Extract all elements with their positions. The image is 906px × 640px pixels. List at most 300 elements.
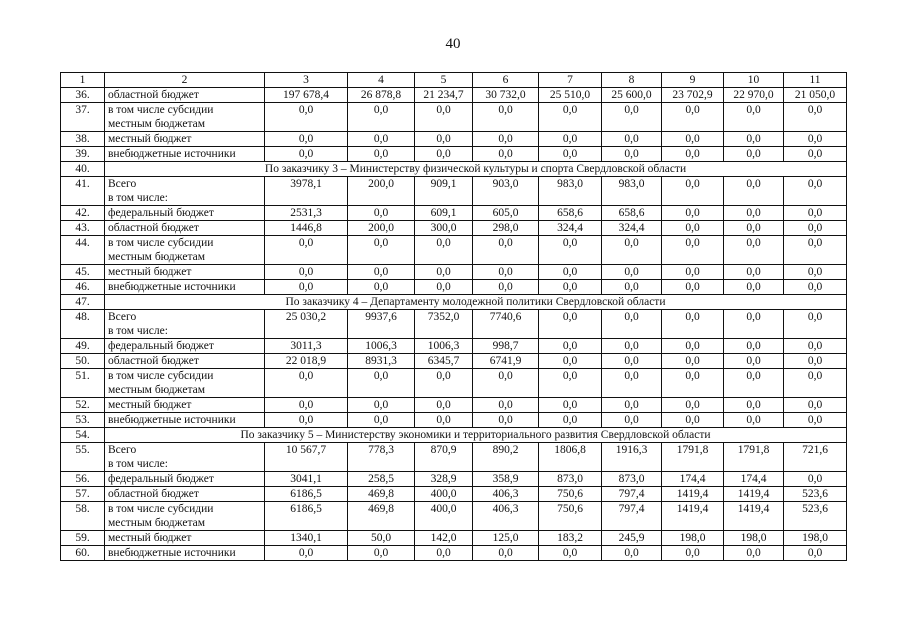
value-cell: 300,0 — [415, 221, 473, 236]
row-label: федеральный бюджет — [108, 473, 214, 485]
row-label: внебюджетные источники — [108, 148, 236, 160]
value-cell: 0,0 — [662, 413, 724, 428]
value-cell: 0,0 — [348, 546, 415, 561]
value-cell: 0,0 — [415, 369, 473, 398]
value-cell: 0,0 — [265, 398, 348, 413]
row-number: 43. — [61, 221, 105, 236]
row-label: областной бюджет — [108, 488, 199, 500]
value-cell: 25 510,0 — [539, 88, 602, 103]
column-header: 2 — [105, 73, 265, 88]
value-cell: 1791,8 — [662, 443, 724, 472]
value-cell: 1419,4 — [724, 502, 784, 531]
value-cell: 0,0 — [348, 103, 415, 132]
value-cell: 0,0 — [539, 354, 602, 369]
row-number: 46. — [61, 280, 105, 295]
value-cell: 7740,6 — [473, 310, 539, 339]
value-cell: 0,0 — [784, 132, 847, 147]
value-cell: 0,0 — [348, 236, 415, 265]
value-cell: 0,0 — [784, 265, 847, 280]
row-label-cell — [105, 339, 265, 354]
value-cell: 0,0 — [724, 132, 784, 147]
row-label-continued: в том числе: — [108, 192, 168, 204]
value-cell: 198,0 — [724, 531, 784, 546]
table-row — [61, 369, 847, 398]
row-label-continued: местным бюджетам — [108, 384, 205, 396]
value-cell: 0,0 — [724, 369, 784, 398]
row-number: 38. — [61, 132, 105, 147]
section-title: По заказчику 4 – Департаменту молодежной политики Свердловской области — [105, 295, 847, 310]
value-cell: 658,6 — [539, 206, 602, 221]
table-row — [61, 546, 847, 561]
value-cell: 0,0 — [265, 132, 348, 147]
value-cell: 0,0 — [602, 236, 662, 265]
value-cell: 258,5 — [348, 472, 415, 487]
row-number: 56. — [61, 472, 105, 487]
value-cell: 0,0 — [662, 147, 724, 162]
value-cell: 142,0 — [415, 531, 473, 546]
row-label-cell — [105, 265, 265, 280]
value-cell: 0,0 — [662, 339, 724, 354]
value-cell: 1446,8 — [265, 221, 348, 236]
value-cell: 1006,3 — [415, 339, 473, 354]
row-label-continued: местным бюджетам — [108, 251, 205, 263]
value-cell: 0,0 — [602, 546, 662, 561]
row-label-cell — [105, 354, 265, 369]
row-label: областной бюджет — [108, 89, 199, 101]
value-cell: 0,0 — [784, 398, 847, 413]
value-cell: 183,2 — [539, 531, 602, 546]
column-header: 10 — [724, 73, 784, 88]
value-cell: 406,3 — [473, 502, 539, 531]
value-cell: 750,6 — [539, 502, 602, 531]
value-cell: 0,0 — [348, 413, 415, 428]
value-cell: 0,0 — [662, 398, 724, 413]
row-label-continued: в том числе: — [108, 325, 168, 337]
value-cell: 324,4 — [602, 221, 662, 236]
value-cell: 0,0 — [784, 472, 847, 487]
table-row — [61, 339, 847, 354]
value-cell: 0,0 — [265, 236, 348, 265]
value-cell: 873,0 — [602, 472, 662, 487]
value-cell: 523,6 — [784, 502, 847, 531]
row-label-cell — [105, 531, 265, 546]
value-cell: 0,0 — [602, 280, 662, 295]
value-cell: 0,0 — [724, 236, 784, 265]
value-cell: 983,0 — [602, 177, 662, 206]
value-cell: 0,0 — [602, 413, 662, 428]
row-number: 40. — [61, 162, 105, 177]
row-number: 41. — [61, 177, 105, 206]
value-cell: 6186,5 — [265, 502, 348, 531]
value-cell: 0,0 — [602, 310, 662, 339]
value-cell: 1806,8 — [539, 443, 602, 472]
value-cell: 469,8 — [348, 487, 415, 502]
value-cell: 0,0 — [415, 398, 473, 413]
value-cell: 174,4 — [724, 472, 784, 487]
column-header: 8 — [602, 73, 662, 88]
row-label: федеральный бюджет — [108, 207, 214, 219]
row-label-continued: местным бюджетам — [108, 118, 205, 130]
row-number: 59. — [61, 531, 105, 546]
column-header: 7 — [539, 73, 602, 88]
value-cell: 0,0 — [784, 339, 847, 354]
column-header: 4 — [348, 73, 415, 88]
value-cell: 0,0 — [415, 132, 473, 147]
section-row — [61, 428, 847, 443]
value-cell: 0,0 — [662, 177, 724, 206]
value-cell: 0,0 — [602, 339, 662, 354]
value-cell: 174,4 — [662, 472, 724, 487]
value-cell: 0,0 — [784, 221, 847, 236]
row-label-continued: в том числе: — [108, 458, 168, 470]
value-cell: 3011,3 — [265, 339, 348, 354]
table-row — [61, 531, 847, 546]
value-cell: 0,0 — [784, 206, 847, 221]
table-row — [61, 221, 847, 236]
value-cell: 0,0 — [473, 132, 539, 147]
value-cell: 0,0 — [539, 413, 602, 428]
value-cell: 0,0 — [662, 280, 724, 295]
value-cell: 0,0 — [539, 236, 602, 265]
value-cell: 0,0 — [348, 132, 415, 147]
value-cell: 0,0 — [348, 147, 415, 162]
value-cell: 870,9 — [415, 443, 473, 472]
value-cell: 1006,3 — [348, 339, 415, 354]
row-number: 54. — [61, 428, 105, 443]
value-cell: 0,0 — [784, 413, 847, 428]
header-row — [61, 73, 847, 88]
value-cell: 0,0 — [662, 354, 724, 369]
value-cell: 0,0 — [473, 265, 539, 280]
row-number: 42. — [61, 206, 105, 221]
table-row — [61, 443, 847, 472]
value-cell: 0,0 — [724, 413, 784, 428]
row-label-cell — [105, 236, 265, 265]
row-label-cell — [105, 280, 265, 295]
row-label-cell — [105, 177, 265, 206]
value-cell: 324,4 — [539, 221, 602, 236]
value-cell: 21 050,0 — [784, 88, 847, 103]
section-row — [61, 295, 847, 310]
row-label-cell — [105, 546, 265, 561]
column-header: 11 — [784, 73, 847, 88]
row-label: Всего — [108, 311, 137, 323]
value-cell: 22 018,9 — [265, 354, 348, 369]
row-label: областной бюджет — [108, 355, 199, 367]
value-cell: 0,0 — [265, 369, 348, 398]
table-body — [61, 88, 847, 561]
value-cell: 0,0 — [784, 280, 847, 295]
row-number: 51. — [61, 369, 105, 398]
value-cell: 1419,4 — [724, 487, 784, 502]
value-cell: 0,0 — [473, 236, 539, 265]
value-cell: 0,0 — [602, 398, 662, 413]
value-cell: 0,0 — [784, 147, 847, 162]
value-cell: 245,9 — [602, 531, 662, 546]
value-cell: 0,0 — [602, 369, 662, 398]
value-cell: 0,0 — [662, 310, 724, 339]
value-cell: 406,3 — [473, 487, 539, 502]
value-cell: 0,0 — [662, 221, 724, 236]
value-cell: 0,0 — [724, 177, 784, 206]
value-cell: 0,0 — [784, 369, 847, 398]
value-cell: 30 732,0 — [473, 88, 539, 103]
section-title: По заказчику 5 – Министерству экономики и территориального развития Свердловской области — [105, 428, 847, 443]
value-cell: 0,0 — [473, 398, 539, 413]
value-cell: 890,2 — [473, 443, 539, 472]
row-label-cell — [105, 206, 265, 221]
row-label-cell — [105, 88, 265, 103]
value-cell: 0,0 — [473, 369, 539, 398]
value-cell: 0,0 — [724, 147, 784, 162]
table-row — [61, 472, 847, 487]
row-number: 50. — [61, 354, 105, 369]
value-cell: 0,0 — [415, 103, 473, 132]
table-row — [61, 280, 847, 295]
value-cell: 0,0 — [539, 398, 602, 413]
row-label: в том числе субсидии — [108, 237, 214, 249]
value-cell: 0,0 — [784, 354, 847, 369]
value-cell: 0,0 — [724, 398, 784, 413]
value-cell: 0,0 — [265, 413, 348, 428]
value-cell: 0,0 — [539, 369, 602, 398]
value-cell: 0,0 — [539, 265, 602, 280]
value-cell: 1419,4 — [662, 487, 724, 502]
value-cell: 298,0 — [473, 221, 539, 236]
value-cell: 9937,6 — [348, 310, 415, 339]
budget-table — [60, 72, 847, 561]
value-cell: 0,0 — [415, 147, 473, 162]
value-cell: 0,0 — [662, 546, 724, 561]
row-label-cell — [105, 398, 265, 413]
value-cell: 873,0 — [539, 472, 602, 487]
value-cell: 0,0 — [539, 132, 602, 147]
value-cell: 0,0 — [662, 265, 724, 280]
table-row — [61, 177, 847, 206]
value-cell: 0,0 — [724, 265, 784, 280]
value-cell: 0,0 — [724, 103, 784, 132]
value-cell: 6345,7 — [415, 354, 473, 369]
value-cell: 0,0 — [724, 206, 784, 221]
value-cell: 0,0 — [348, 398, 415, 413]
value-cell: 358,9 — [473, 472, 539, 487]
table-row — [61, 206, 847, 221]
row-label: Всего — [108, 178, 137, 190]
row-number: 44. — [61, 236, 105, 265]
value-cell: 0,0 — [539, 546, 602, 561]
row-number: 55. — [61, 443, 105, 472]
value-cell: 0,0 — [265, 546, 348, 561]
row-label-cell — [105, 502, 265, 531]
value-cell: 0,0 — [784, 546, 847, 561]
value-cell: 1916,3 — [602, 443, 662, 472]
row-label-cell — [105, 147, 265, 162]
value-cell: 0,0 — [473, 103, 539, 132]
row-number: 37. — [61, 103, 105, 132]
row-label-cell — [105, 221, 265, 236]
value-cell: 778,3 — [348, 443, 415, 472]
row-label-cell — [105, 132, 265, 147]
value-cell: 0,0 — [348, 280, 415, 295]
value-cell: 6741,9 — [473, 354, 539, 369]
value-cell: 0,0 — [348, 206, 415, 221]
value-cell: 8931,3 — [348, 354, 415, 369]
value-cell: 0,0 — [265, 103, 348, 132]
value-cell: 0,0 — [602, 354, 662, 369]
value-cell: 797,4 — [602, 487, 662, 502]
section-title: По заказчику 3 – Министерству физической культуры и спорта Свердловской области — [105, 162, 847, 177]
row-number: 60. — [61, 546, 105, 561]
section-row — [61, 162, 847, 177]
value-cell: 25 030,2 — [265, 310, 348, 339]
value-cell: 469,8 — [348, 502, 415, 531]
value-cell: 0,0 — [784, 177, 847, 206]
value-cell: 2531,3 — [265, 206, 348, 221]
value-cell: 328,9 — [415, 472, 473, 487]
value-cell: 0,0 — [539, 103, 602, 132]
row-number: 39. — [61, 147, 105, 162]
value-cell: 26 878,8 — [348, 88, 415, 103]
value-cell: 22 970,0 — [724, 88, 784, 103]
value-cell: 523,6 — [784, 487, 847, 502]
value-cell: 609,1 — [415, 206, 473, 221]
value-cell: 1340,1 — [265, 531, 348, 546]
value-cell: 50,0 — [348, 531, 415, 546]
value-cell: 7352,0 — [415, 310, 473, 339]
value-cell: 0,0 — [473, 546, 539, 561]
value-cell: 0,0 — [662, 236, 724, 265]
row-number: 58. — [61, 502, 105, 531]
value-cell: 0,0 — [473, 413, 539, 428]
row-label: местный бюджет — [108, 133, 192, 145]
row-label: внебюджетные источники — [108, 547, 236, 559]
value-cell: 0,0 — [662, 132, 724, 147]
value-cell: 0,0 — [662, 369, 724, 398]
value-cell: 797,4 — [602, 502, 662, 531]
row-label: местный бюджет — [108, 399, 192, 411]
value-cell: 23 702,9 — [662, 88, 724, 103]
value-cell: 400,0 — [415, 502, 473, 531]
value-cell: 197 678,4 — [265, 88, 348, 103]
value-cell: 0,0 — [724, 546, 784, 561]
value-cell: 3978,1 — [265, 177, 348, 206]
value-cell: 0,0 — [662, 206, 724, 221]
column-header: 9 — [662, 73, 724, 88]
value-cell: 0,0 — [539, 310, 602, 339]
table-row — [61, 88, 847, 103]
column-header: 5 — [415, 73, 473, 88]
value-cell: 3041,1 — [265, 472, 348, 487]
value-cell: 721,6 — [784, 443, 847, 472]
value-cell: 1419,4 — [662, 502, 724, 531]
value-cell: 0,0 — [602, 132, 662, 147]
row-label-continued: местным бюджетам — [108, 517, 205, 529]
value-cell: 0,0 — [784, 310, 847, 339]
value-cell: 658,6 — [602, 206, 662, 221]
value-cell: 983,0 — [539, 177, 602, 206]
row-label-cell — [105, 472, 265, 487]
row-label: областной бюджет — [108, 222, 199, 234]
table-row — [61, 265, 847, 280]
row-label: Всего — [108, 444, 137, 456]
value-cell: 198,0 — [662, 531, 724, 546]
column-header: 6 — [473, 73, 539, 88]
value-cell: 0,0 — [784, 103, 847, 132]
table-row — [61, 354, 847, 369]
value-cell: 750,6 — [539, 487, 602, 502]
row-number: 45. — [61, 265, 105, 280]
value-cell: 6186,5 — [265, 487, 348, 502]
value-cell: 903,0 — [473, 177, 539, 206]
value-cell: 400,0 — [415, 487, 473, 502]
value-cell: 200,0 — [348, 221, 415, 236]
value-cell: 0,0 — [348, 369, 415, 398]
value-cell: 0,0 — [602, 265, 662, 280]
row-label-cell — [105, 310, 265, 339]
row-number: 52. — [61, 398, 105, 413]
table-row — [61, 502, 847, 531]
table-row — [61, 103, 847, 132]
row-label: местный бюджет — [108, 532, 192, 544]
value-cell: 0,0 — [539, 339, 602, 354]
row-number: 57. — [61, 487, 105, 502]
row-number: 49. — [61, 339, 105, 354]
value-cell: 909,1 — [415, 177, 473, 206]
value-cell: 200,0 — [348, 177, 415, 206]
table-row — [61, 398, 847, 413]
value-cell: 0,0 — [539, 147, 602, 162]
value-cell: 998,7 — [473, 339, 539, 354]
value-cell: 0,0 — [415, 265, 473, 280]
row-number: 47. — [61, 295, 105, 310]
value-cell: 125,0 — [473, 531, 539, 546]
value-cell: 198,0 — [784, 531, 847, 546]
column-header: 1 — [61, 73, 105, 88]
table-row — [61, 147, 847, 162]
row-number: 36. — [61, 88, 105, 103]
value-cell: 0,0 — [265, 147, 348, 162]
row-label: в том числе субсидии — [108, 370, 214, 382]
page-number: 40 — [445, 36, 461, 52]
value-cell: 0,0 — [602, 103, 662, 132]
row-label: внебюджетные источники — [108, 414, 236, 426]
value-cell: 0,0 — [473, 147, 539, 162]
value-cell: 605,0 — [473, 206, 539, 221]
value-cell: 0,0 — [265, 280, 348, 295]
value-cell: 25 600,0 — [602, 88, 662, 103]
value-cell: 0,0 — [415, 546, 473, 561]
table-row — [61, 487, 847, 502]
value-cell: 0,0 — [415, 413, 473, 428]
value-cell: 0,0 — [602, 147, 662, 162]
table-row — [61, 132, 847, 147]
row-label-cell — [105, 369, 265, 398]
row-number: 48. — [61, 310, 105, 339]
row-label-cell — [105, 443, 265, 472]
value-cell: 10 567,7 — [265, 443, 348, 472]
value-cell: 0,0 — [724, 354, 784, 369]
value-cell: 0,0 — [348, 265, 415, 280]
value-cell: 0,0 — [539, 280, 602, 295]
value-cell: 0,0 — [724, 339, 784, 354]
value-cell: 0,0 — [724, 280, 784, 295]
value-cell: 0,0 — [415, 280, 473, 295]
row-label: в том числе субсидии — [108, 104, 214, 116]
value-cell: 1791,8 — [724, 443, 784, 472]
value-cell: 0,0 — [473, 280, 539, 295]
row-label-cell — [105, 413, 265, 428]
table-row — [61, 236, 847, 265]
